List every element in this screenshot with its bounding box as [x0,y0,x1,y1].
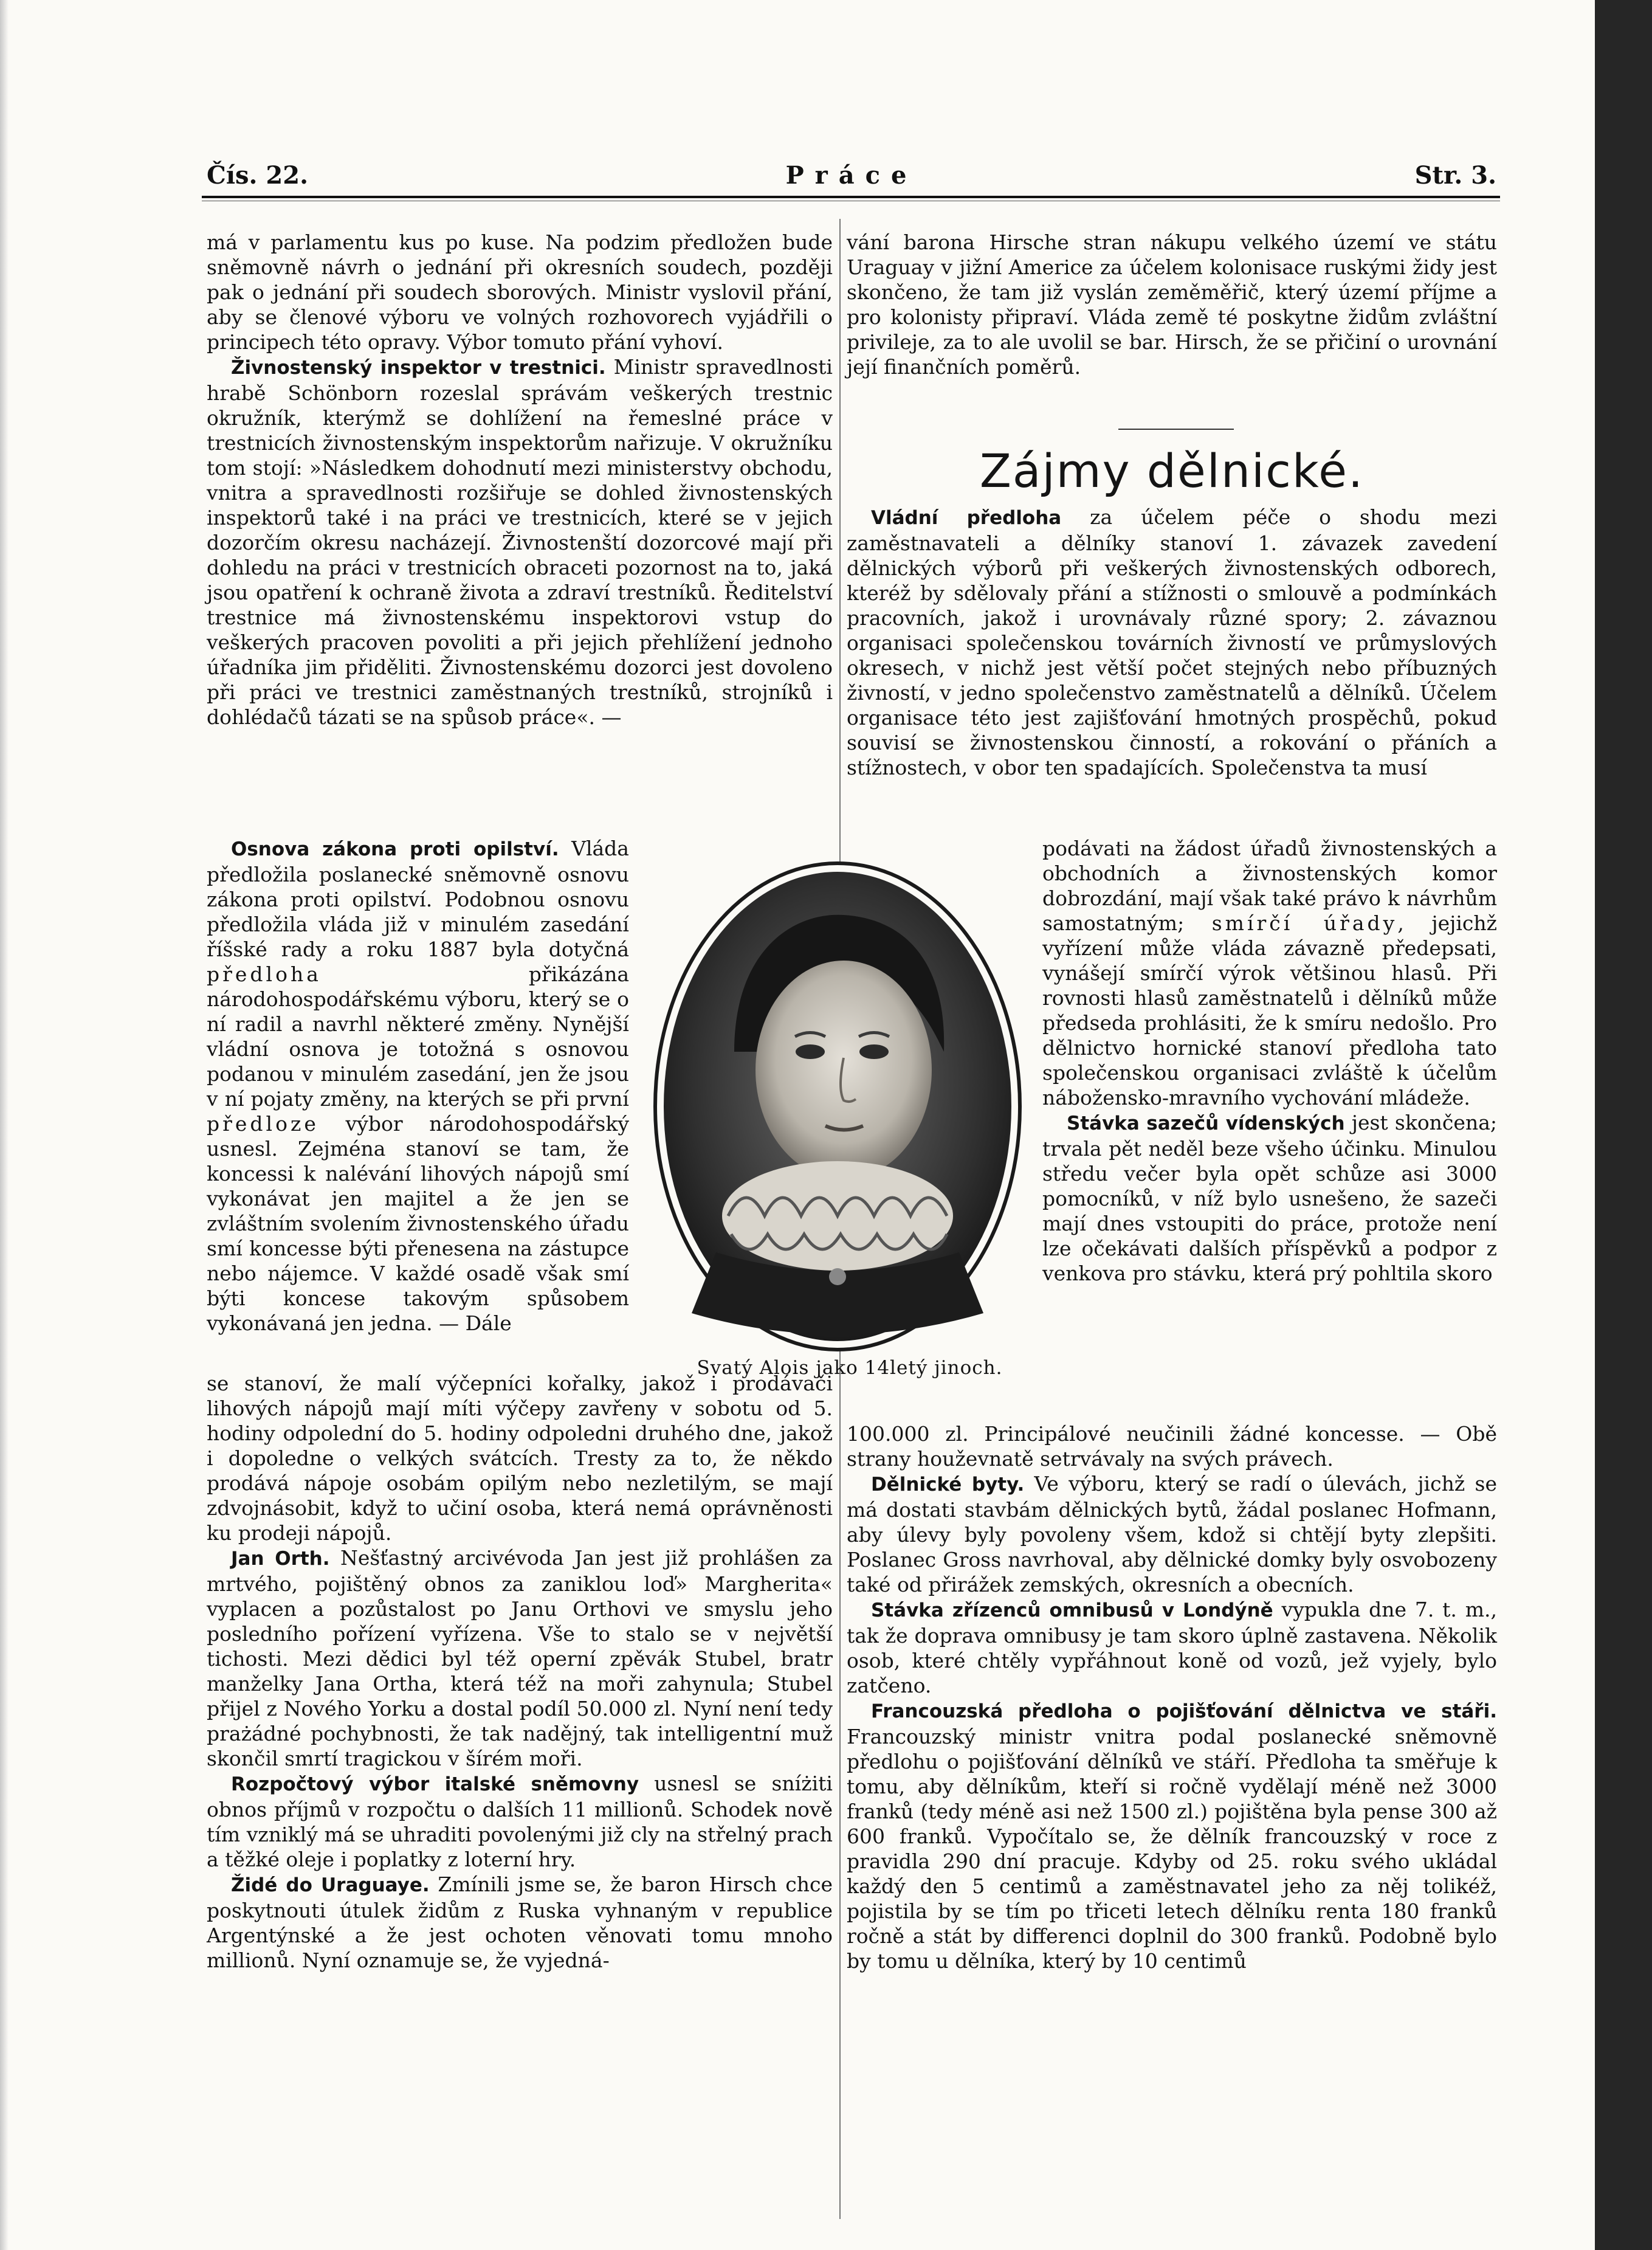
article-heading: Židé do Uraguaye. [231,1874,430,1896]
running-head [207,161,1496,198]
right-column-beside-figure [1042,836,1497,1286]
article-heading: Vládní předloha [871,507,1062,529]
section-title: Zájmy dělnické. [979,444,1365,498]
article-london-omnibus-strike: Stávka zřízenců omnibusů v Londýně vypukla dne 7. t. m., tak že doprava omnibusy je tam skoro úplně zastavena. Několik osob, které chtěly vypřáhnout koně od vozů, jež vyjely, bylo zatčeno. [847,1598,1497,1697]
issue-number: Čís. 22. [207,161,308,190]
portrait-ruff-collar [722,1161,953,1271]
article-typesetters-strike: Stávka sazečů vídenských jest skončena; trvala pět neděl beze všeho účinku. Minulou středu večer byla opět schůze asi 3000 pomocníků, v níž bylo usnešeno, že sazeči mají dnes vstoupiti do práce, protože není lze očekávati dalších příspěvků a podpor z venkova pro stávku, která prý pohltila skoro [1042,1111,1497,1285]
right-column-bottom [847,1421,1497,1973]
portrait-engraving [643,851,1032,1356]
article-workers-housing: Dělnické byty. Ve výboru, který se radí o úlevách, jichž se má dostati stavbám dělnických bytů, žádal poslanec Hofmann, aby úlevy byly povoleny všem, kdož si chtějí byty zlepšiti. Poslanec Gross navrhoval, aby dělnické domky byly osvobozeny také od přirážek zemských, okresních a obecních. [847,1472,1497,1596]
newspaper-title: Práce [785,161,918,190]
page-edge-dark [1595,0,1652,2250]
portrait-right-eye [859,1044,889,1059]
article-uruguay-continued: vání barona Hirsche stran nákupu velkého území ve státu Uraguay v jižní Americe za účelem kolonisace ruskými židy jest skončeno, že tam již vyslán zeměměřič, který území příjme a pro kolonisty připraví. Vláda země té poskytne židům zvláštní privileje, za to ale uvolil se bar. Hirsch, že se přičiní o urovnání její finančních poměrů. [847,230,1497,379]
separator-rule [1118,429,1234,430]
article-heading: Dělnické byty. [871,1474,1025,1496]
article-trade-inspector: Živnostenský inspektor v trestnici. Ministr spravedlnosti hrabě Schönborn rozeslal správám veškerých trestnic okružník, kterýmž se dohlížení na řemeslné práce v trestnicích živnostenským inspektorům nařizuje. V okružníku tom stojí: »Následkem dohodnutí mezi ministerstvy obchodu, vnitra a spravedlnosti rozšiřuje se dohled živnostenských inspektorů také i na práci ve trestnicích, které se v jejich dozorčím okresu nacházejí. Živnostenští dozorcové mají při dohledu na práci v trestnicích obraceti pozornost na to, jaká jsou opatření k ochraně života a zdraví trestníků. Ředitelství trestnice má živnostenskému inspektorovi vstup do veškerých pracoven povoliti a při jejich přehlížení jednoho úřadníka jim přiděliti. Živnostenskému dozorci jest dovoleno při práci ve trestnici zaměstnaných trestníků, strojníků i dohlédačů tázati se na spůsob práce«. — [207,355,833,729]
article-heading: Osnova zákona proti opilství. [231,838,559,860]
article-continuation: má v parlamentu kus po kuse. Na podzim předložen bude sněmovně návrh o jednání při okresních soudech, později pak o jednání při soudech sborových. Ministr vyslovil přání, aby se členové výboru ve volných rozhovorech vyjádřili o principech této opravy. Výbor tomuto přání vyhoví. [207,230,833,354]
page-binding-shadow [0,0,9,2250]
article-strike-continued: 100.000 zl. Principálové neučinili žádné koncesse. — Obě strany houževnatě setrvávaly na svých právech. [847,1422,1497,1471]
left-column-beside-figure [207,836,629,1336]
portrait-face [755,961,932,1179]
article-heading: Jan Orth. [231,1548,330,1570]
header-rule [202,196,1500,198]
article-heading: Stávka zřízenců omnibusů v Londýně [871,1600,1273,1621]
article-jan-orth: Jan Orth. Nešťastný arcivévoda Jan jest již prohlášen za mrtvého, pojištěný obnos za zaniklou loď» Margherita« vyplacen a pozůstalost po Janu Orthovi ve smyslu jeho posledního pořízení vyřízena. Vše to stalo se v největší tichosti. Mezi dědici byl též operní zpěvák Stubel, bratr manželky Jana Ortha, která též na moři zahynula; Stubel přijel z Nového Yorku a dostal podíl 50.000 zl. Nyní není tedy prażádné pochybnosti, že tak nadějný, tak intelligentní muž skončil smrtí tragickou v šírém moři. [207,1546,833,1770]
right-column-labour [847,505,1497,780]
article-government-bill: Vládní předloha za účelem péče o shodu mezi zaměstnavateli a dělníky stanoví 1. závazek zavedení dělnických výborů při veškerých živnostenských odborech, kteréž by sdělovaly přání a stížnosti o smlouvě a podmínkách pracovních, jakož i urovnávaly různé spory; 2. závaznou organisaci společenskou továrních živností ve průmyslových okresech, v nichž jest větší počet stejných nebo příbuzných živností, v jedno společenstvo zaměstnatelů a dělníků. Účelem organisace této jest zajišťování hmotných prospěchů, pokud souvisí se živnostenskou činností, a rokování o přáních a stížnostech, v obor ten spadajících. Společenstva ta musí [847,505,1497,779]
left-column-bottom [207,1371,833,1973]
right-column-top [847,230,1497,379]
article-bill-continued: podávati na žádost úřadů živnostenských a obchodních a živnostenských komor dobrozdání, mají však také právo k návrhům samostatným; smírčí úřady, jejichž vyřízení může vláda závazně předepsati, vynášejí smírčí výrok většinou hlasů. Při rovnosti hlasů zaměstnatelů i dělníků může předseda prohlásiti, že k smíru nedošlo. Pro dělnictvo hornické stanoví předloha tato společenskou organisaci zvláště k účelům nábožensko-mravního vychování mládeže. [1042,837,1498,1109]
article-drunkenness-law: Osnova zákona proti opilství. Vláda předložila poslanecké sněmovně osnovu zákona proti opilství. Podobnou osnovu předložila vláda již v minulém zasedání říšské rady a roku 1887 byla dotyčná předloha přikázána národohospodářskému výboru, který se o ní radil a navrhl některé změny. Nynější vládní osnova je totožná s osnovou podanou v minulém zasedání, jen že jsou v ní pojaty změny, na kterých se při první předloze výbor národohospodářský usnesl. Zejména stanoví se tam, že koncessi k nalévání lihových nápojů smí vykonávat jen majitel a že jen se zvláštním svolením živnostenského úřadu smí koncesse býti přenesena na zástupce nebo nájemce. V každé osadě však smí býti koncese takovým spůsobem vykonávaná jen jedna. — Dále [207,837,629,1335]
article-heading: Stávka sazečů vídenských [1067,1113,1345,1134]
article-heading: Francouzská předloha o pojišťování dělnictva ve stáři. [871,1700,1497,1722]
portrait-left-eye [796,1044,825,1059]
article-drunkenness-continued: se stanoví, že malí výčepníci kořalky, jakož i prodávači lihových nápojů mají míti výčepy zavřeny v sobotu od 5. hodiny odpolední do 5. hodiny odpoledni druhého dne, jakož i dopoledne o velkých svátcích. Tresty za to, že někdo prodává nápoje osobám opilým nebo nezletilým, se mají zdvojnásobit, když to učiní osoba, která nemá oprávněnosti ku prodeji nápojů. [207,1372,833,1545]
article-french-pension-bill: Francouzská předloha o pojišťování dělnictva ve stáři. Francouzský ministr vnitra podal poslanecké sněmovně předlohu o pojišťování dělníků ve stáří. Předloha ta směřuje k tomu, aby dělníkům, kteří si ročně vydělají méně než 3000 franků (tedy méně asi než 1500 zl.) pojištěna byla pense 300 až 600 franků. Vypočítalo se, že dělník francouzský v roce z pravidla 290 dní pracuje. Kdyby od 25. roku svého ukládal každý den 5 centimů a zaměstnavatel jeho za něj tolikéž, pojistila by se tím po třiceti letech dělníku renta 180 franků ročně a stát by differenci doplnil do 300 franků. Podobně bylo by tomu u dělníka, který by 10 centimů [847,1700,1497,1973]
left-column-top [207,230,833,730]
article-heading: Rozpočtový výbor italské sněmovny [231,1773,639,1795]
article-italian-budget: Rozpočtový výbor italské sněmovny usnesl se sníżiti obnos příjmů v rozpočtu o dalších 11 millionů. Schodek nově tím vzniklý má se uhraditi povolenými již cly na střelný prach a těžké oleje i poplatky z loterní hry. [207,1772,833,1871]
article-jews-uruguay: Židé do Uraguaye. Zmínili jsme se, že baron Hirsch chce poskytnouti útulek židům z Ruska vyhnaným v republice Argentýnské a že jest ochoten věnovati tomu mnoho millionů. Nyní oznamuje se, že vyjedná- [207,1872,833,1972]
figure-caption: Svatý Alois jako 14letý jinoch. [697,1357,1003,1379]
page-number: Str. 3. [1414,161,1496,190]
article-heading: Živnostenský inspektor v trestnici. [231,357,606,379]
